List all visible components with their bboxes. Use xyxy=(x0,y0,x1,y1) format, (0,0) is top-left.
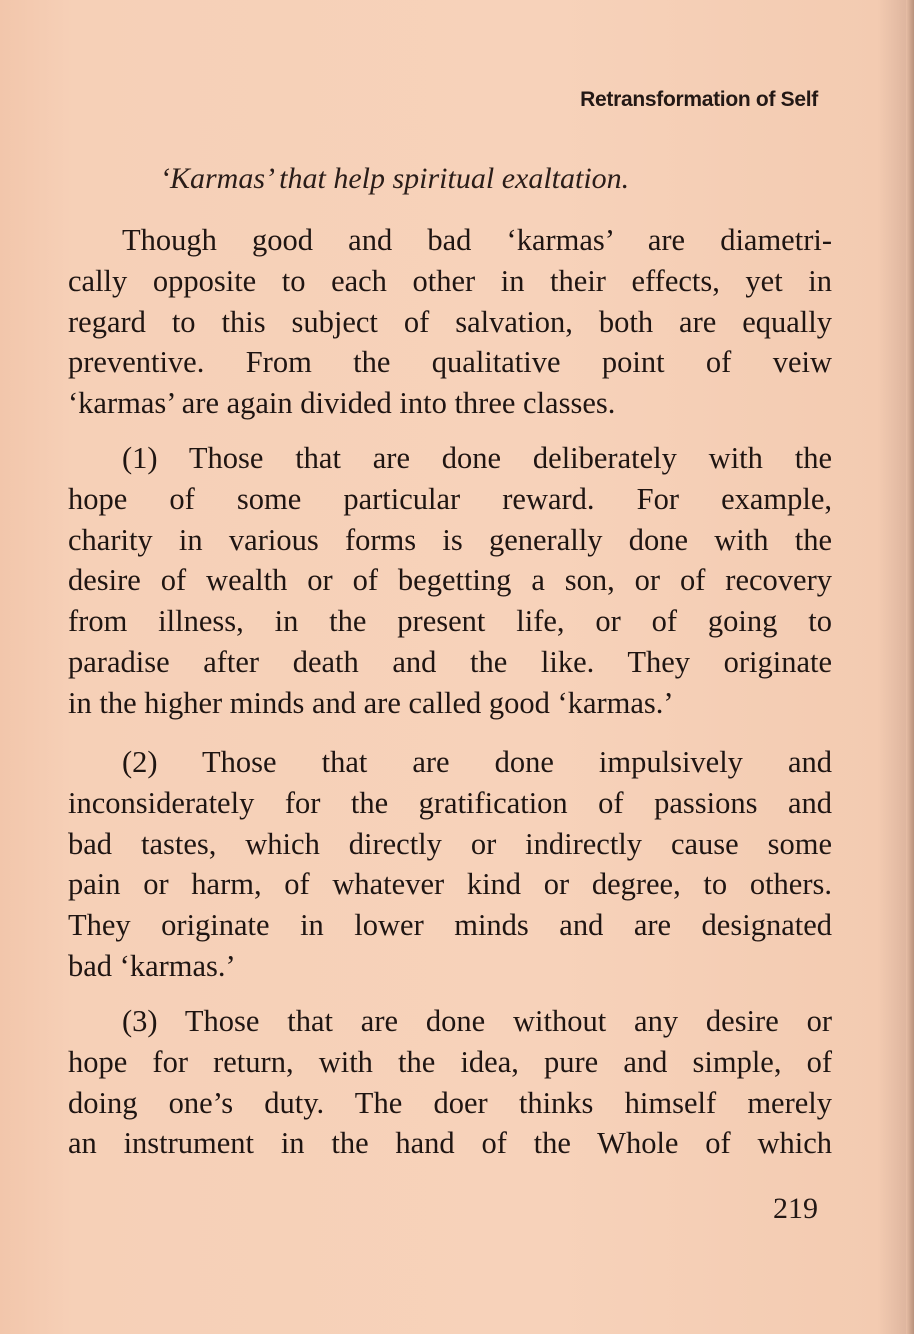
text-line: inconsiderately for the gratification of passions and xyxy=(68,785,832,820)
text-line: an instrument in the hand of the Whole of which xyxy=(68,1126,832,1161)
text-line: from illness, in the present life, or of going to xyxy=(68,604,832,639)
text-line: doing one’s duty. The doer thinks himself merely xyxy=(68,1085,832,1120)
text-line: paradise after death and the like. They originate xyxy=(68,644,832,679)
text-line: pain or harm, of whatever kind or degree, to others. xyxy=(68,867,832,902)
text-line: charity in various forms is generally done with the xyxy=(68,522,832,557)
text-line: hope for return, with the idea, pure and simple, of xyxy=(68,1044,832,1079)
text-line: (2) Those that are done impulsively and xyxy=(122,745,832,779)
text-line: They originate in lower minds and are designated xyxy=(68,908,832,943)
text-line: hope of some particular reward. For example, xyxy=(68,481,832,516)
text-line: desire of wealth or of begetting a son, or of recovery xyxy=(68,563,832,598)
text-line: (1) Those that are done deliberately with the xyxy=(122,441,832,475)
text-line: cally opposite to each other in their effects, yet in xyxy=(68,263,832,298)
running-head: Retransformation of Self xyxy=(580,88,818,111)
text-line: (3) Those that are done without any desire or xyxy=(122,1004,832,1038)
paragraph-item-2 xyxy=(68,742,832,987)
text-line: bad tastes, which directly or indirectly cause some xyxy=(68,826,832,861)
text-line: regard to this subject of salvation, both are equally xyxy=(68,304,832,339)
text-line: Though good and bad ‘karmas’ are diametri- xyxy=(122,223,832,257)
paragraph-item-3 xyxy=(68,1001,832,1164)
paragraph-item-1 xyxy=(68,438,832,724)
text-line: ‘karmas’ are again divided into three classes. xyxy=(68,386,616,421)
section-title: ‘Karmas’ that help spiritual exaltation. xyxy=(160,162,630,195)
page-edge xyxy=(906,0,914,1334)
text-line: in the higher minds and are called good ‘karmas.’ xyxy=(68,685,674,720)
text-line: bad ‘karmas.’ xyxy=(68,948,236,983)
page-number: 219 xyxy=(773,1192,818,1225)
paragraph-intro xyxy=(68,220,832,424)
text-line: preventive. From the qualitative point of veiw xyxy=(68,345,832,380)
